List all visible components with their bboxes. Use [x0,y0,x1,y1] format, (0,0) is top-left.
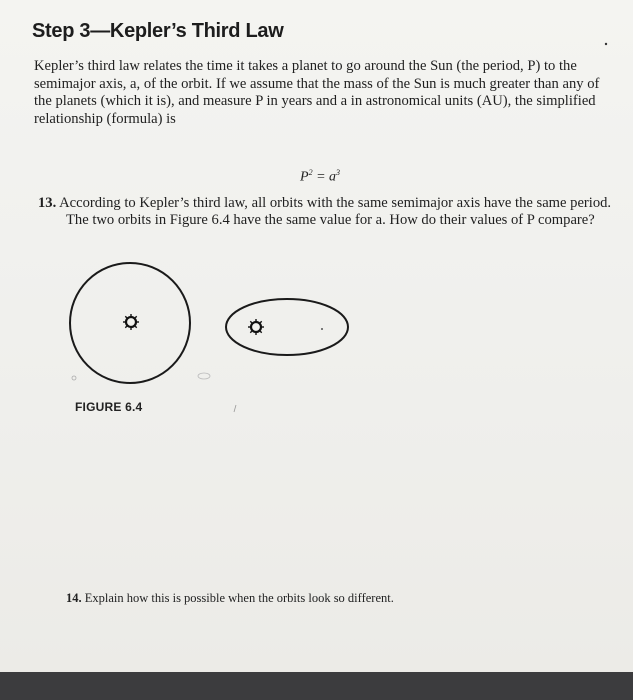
figure-caption: FIGURE 6.4 [75,400,143,414]
elliptical-orbit [226,299,348,355]
sun-icon [123,314,139,330]
question-number: 13. [38,195,57,211]
question-text: The two orbits in Figure 6.4 have the same value for a. How do their values of P compare? [66,212,595,228]
formula-equals: = [312,169,330,185]
formula-rhs: a [329,169,337,185]
page-title: Step 3—Kepler’s Third Law [32,20,284,42]
intro-line: relationship (formula) is [34,110,176,127]
intro-line: the planets (which it is), and measure P in years and a in astronomical units (AU), the simplified [34,93,596,109]
sun-icon [248,319,264,335]
question-text: According to Kepler’s third law, all orbits with the same semimajor axis have the same period. [59,195,612,211]
formula-lhs: P [300,169,309,185]
speck-mark [605,43,607,45]
formula-lhs-exponent: 2 [308,168,313,177]
speck-mark [198,373,210,379]
speck-mark [234,405,236,412]
question-14 [66,591,394,606]
speck-mark [72,376,76,380]
speck-mark [321,328,323,330]
formula-rhs-exponent: 3 [336,168,341,177]
intro-line: Kepler’s third law relates the time it takes a planet to go around the Sun (the period, P) to the [34,58,577,74]
intro-line: semimajor axis, a, of the orbit. If we assume that the mass of the Sun is much greater than any of [34,75,600,92]
desk-background [0,672,633,700]
question-text: Explain how this is possible when the orbits look so different. [84,591,394,605]
question-number: 14. [66,591,82,605]
